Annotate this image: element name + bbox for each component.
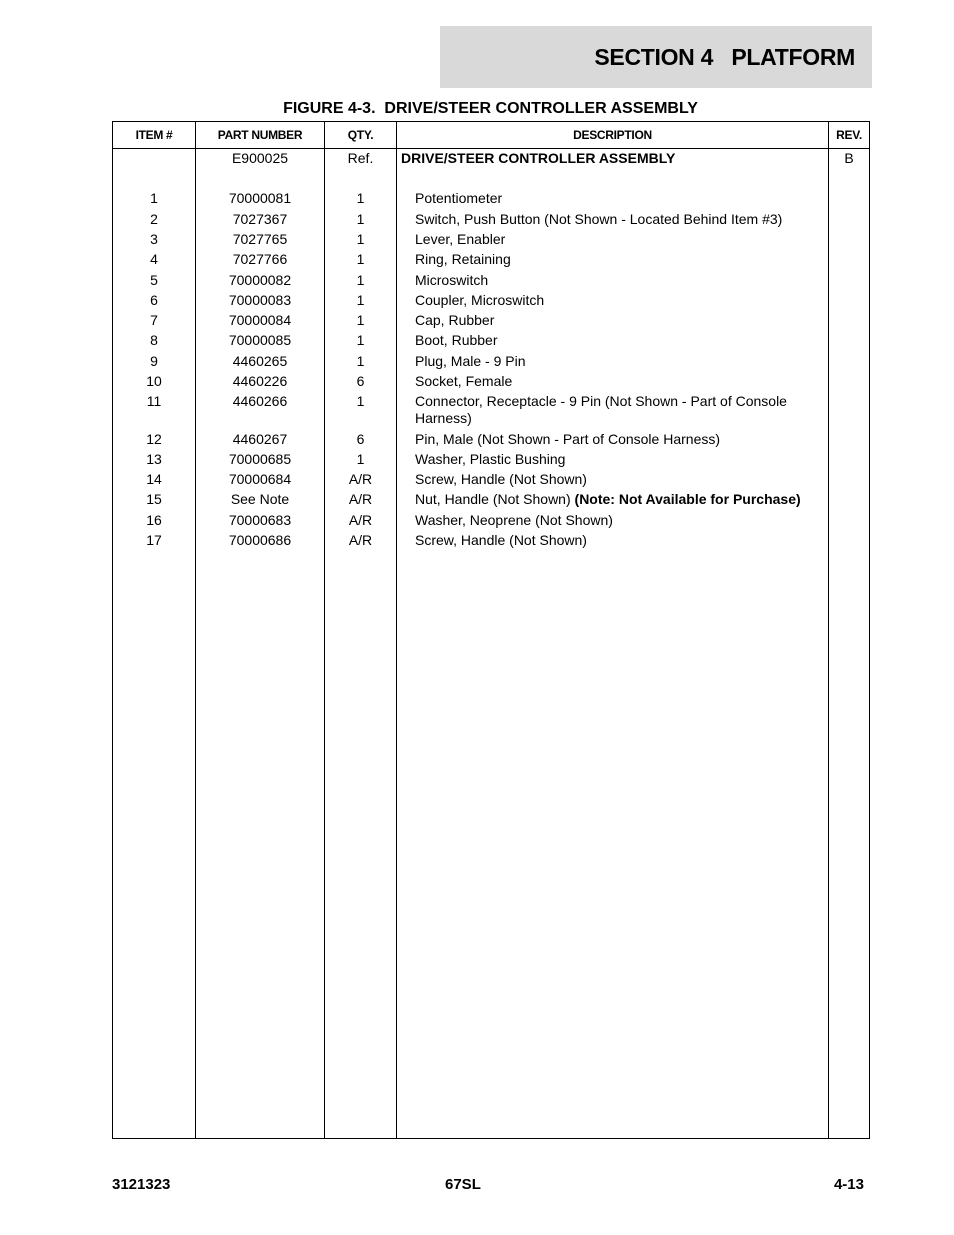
part-number: 7027367	[232, 211, 288, 227]
description-text: Microswitch	[415, 272, 489, 288]
description-text: Washer, Neoprene (Not Shown)	[415, 512, 613, 528]
quantity: 6	[356, 431, 365, 447]
quantity: 1	[356, 292, 365, 308]
column-divider	[828, 122, 829, 1138]
col-header-part-number: PART NUMBER	[217, 128, 303, 142]
column-divider	[396, 122, 397, 1138]
quantity: 1	[356, 251, 365, 267]
quantity: 1	[356, 312, 365, 328]
item-number: 1	[150, 190, 158, 206]
part-number: 7027765	[232, 231, 288, 247]
part-number: 70000683	[228, 512, 292, 528]
section-banner	[440, 26, 872, 88]
description-text: Ring, Retaining	[415, 251, 511, 267]
header-divider	[113, 148, 869, 149]
part-number: See Note	[230, 491, 290, 507]
description-text: Socket, Female	[415, 373, 513, 389]
col-header-rev: REV.	[836, 128, 862, 142]
description	[415, 353, 825, 370]
description	[415, 451, 825, 468]
col-header-description: DESCRIPTION	[573, 128, 652, 142]
item-number: 17	[146, 532, 162, 548]
description	[415, 272, 825, 289]
part-number: 70000685	[228, 451, 292, 467]
description-text: Screw, Handle (Not Shown)	[415, 471, 587, 487]
part-number: 7027766	[232, 251, 288, 267]
description	[415, 532, 825, 549]
description	[415, 373, 825, 390]
description-text: Coupler, Microswitch	[415, 292, 545, 308]
parts-table	[112, 121, 870, 1139]
description	[415, 312, 825, 329]
description	[415, 211, 825, 228]
item-number: 6	[150, 292, 158, 308]
part-number: 70000684	[228, 471, 292, 487]
figure-title: FIGURE 4-3. DRIVE/STEER CONTROLLER ASSEMBLY	[283, 100, 698, 117]
quantity: A/R	[348, 512, 373, 528]
assembly-description: DRIVE/STEER CONTROLLER ASSEMBLY	[401, 150, 676, 166]
part-number: 4460226	[232, 373, 288, 389]
item-number: 2	[150, 211, 158, 227]
item-number: 4	[150, 251, 158, 267]
footer-page-number: 4-13	[833, 1176, 864, 1193]
part-number: 70000082	[228, 272, 292, 288]
description	[415, 491, 825, 508]
description	[415, 332, 825, 349]
item-number: 11	[146, 393, 162, 409]
description	[415, 431, 825, 448]
item-number: 5	[150, 272, 158, 288]
description-text: Potentiometer	[415, 190, 503, 206]
description-text: Cap, Rubber	[415, 312, 495, 328]
description	[415, 471, 825, 488]
quantity: 1	[356, 211, 365, 227]
quantity: A/R	[348, 491, 373, 507]
section-title: SECTION 4 PLATFORM	[594, 43, 855, 70]
col-header-item: ITEM #	[135, 128, 173, 142]
quantity: 1	[356, 332, 365, 348]
description-text-continued: Harness)	[415, 410, 472, 426]
description-text: Lever, Enabler	[415, 231, 506, 247]
part-number: 4460266	[232, 393, 288, 409]
description	[415, 292, 825, 309]
assembly-part-number: E900025	[231, 150, 289, 166]
quantity: 1	[356, 353, 365, 369]
part-number: 4460265	[232, 353, 288, 369]
quantity: 1	[356, 451, 365, 467]
description	[415, 190, 825, 207]
quantity: 6	[356, 373, 365, 389]
part-number: 70000084	[228, 312, 292, 328]
part-number: 70000686	[228, 532, 292, 548]
description	[415, 251, 825, 268]
description-text: Screw, Handle (Not Shown)	[415, 532, 587, 548]
item-number: 13	[146, 451, 162, 467]
item-number: 15	[146, 491, 162, 507]
col-header-qty: QTY.	[347, 128, 374, 142]
assembly-rev: B	[844, 150, 854, 166]
item-number: 10	[146, 373, 162, 389]
quantity: A/R	[348, 471, 373, 487]
quantity: 1	[356, 393, 365, 409]
item-number: 12	[146, 431, 162, 447]
item-number: 16	[146, 512, 162, 528]
part-number: 4460267	[232, 431, 288, 447]
description-text: Boot, Rubber	[415, 332, 498, 348]
description	[415, 393, 825, 427]
description-text: Connector, Receptacle - 9 Pin (Not Shown - Part of Console	[415, 393, 787, 409]
description-text: Plug, Male - 9 Pin	[415, 353, 526, 369]
description-text: Switch, Push Button (Not Shown - Located Behind Item #3)	[415, 211, 783, 227]
assembly-qty: Ref.	[347, 150, 374, 166]
part-number: 70000081	[228, 190, 292, 206]
description-text: Washer, Plastic Bushing	[415, 451, 566, 467]
item-number: 3	[150, 231, 158, 247]
item-number: 9	[150, 353, 158, 369]
description-note: (Note: Not Available for Purchase)	[574, 491, 801, 507]
part-number: 70000083	[228, 292, 292, 308]
part-number: 70000085	[228, 332, 292, 348]
item-number: 7	[150, 312, 158, 328]
quantity: 1	[356, 231, 365, 247]
quantity: 1	[356, 190, 365, 206]
description	[415, 512, 825, 529]
item-number: 8	[150, 332, 158, 348]
footer-model: 67SL	[445, 1176, 481, 1193]
description-text: Pin, Male (Not Shown - Part of Console Harness)	[415, 431, 721, 447]
footer-doc-number: 3121323	[112, 1176, 171, 1193]
quantity: A/R	[348, 532, 373, 548]
item-number: 14	[146, 471, 162, 487]
quantity: 1	[356, 272, 365, 288]
description-text: Nut, Handle (Not Shown)	[415, 491, 571, 507]
description	[415, 231, 825, 248]
